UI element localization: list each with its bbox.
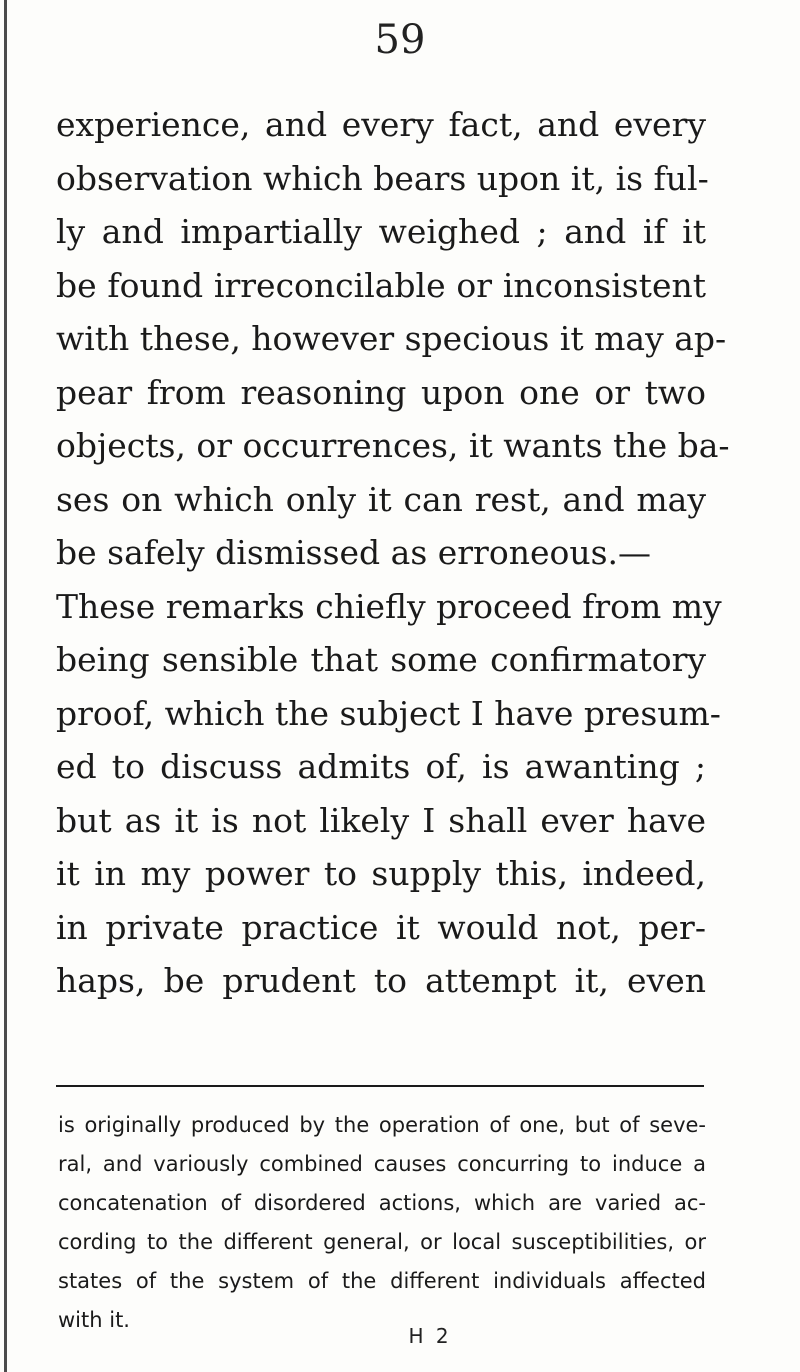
body-line: being sensible that some confirmatory bbox=[56, 640, 706, 679]
body-line: pear from reasoning upon one or two bbox=[56, 372, 706, 412]
signature-mark: H 2 bbox=[408, 1324, 452, 1348]
body-line: ly and impartially weighed ; and if it bbox=[56, 212, 706, 251]
body-line: be safely dismissed as erroneous.— bbox=[56, 533, 652, 572]
body-line: be found irreconcilable or inconsistent bbox=[56, 265, 706, 305]
body-text bbox=[56, 98, 730, 1008]
footnote-line: states of the system of the different individuals affected bbox=[58, 1269, 706, 1293]
body-line: ses on which only it can rest, and may bbox=[56, 479, 706, 519]
footnote-line: cording to the different general, or local susceptibilities, or bbox=[58, 1230, 706, 1254]
page-number: 59 bbox=[374, 17, 426, 63]
footnote-line: concatenation of disordered actions, which are varied ac- bbox=[58, 1191, 706, 1215]
body-line: with these, however specious it may ap- bbox=[56, 319, 727, 358]
body-line: proof, which the subject I have presum- bbox=[56, 693, 721, 733]
body-line: experience, and every fact, and every bbox=[56, 105, 706, 144]
body-line: in private practice it would not, per- bbox=[56, 907, 706, 947]
footnote-line: is originally produced by the operation of one, but of seve- bbox=[58, 1113, 706, 1137]
footnote bbox=[58, 1106, 706, 1340]
footnote-line: with it. bbox=[58, 1308, 130, 1332]
footnote-divider bbox=[56, 1085, 704, 1087]
page-edge-rule bbox=[4, 0, 7, 1372]
body-line: observation which bears upon it, is ful- bbox=[56, 158, 709, 198]
body-line: These remarks chiefly proceed from my bbox=[56, 586, 722, 626]
body-line: but as it is not likely I shall ever have bbox=[56, 800, 706, 840]
body-line: ed to discuss admits of, is awanting ; bbox=[56, 747, 706, 786]
body-line: it in my power to supply this, indeed, bbox=[56, 854, 706, 893]
body-line: haps, be prudent to attempt it, even bbox=[56, 961, 706, 1000]
footnote-line: ral, and variously combined causes concurring to induce a bbox=[58, 1152, 706, 1176]
body-line: objects, or occurrences, it wants the ba- bbox=[56, 426, 730, 465]
